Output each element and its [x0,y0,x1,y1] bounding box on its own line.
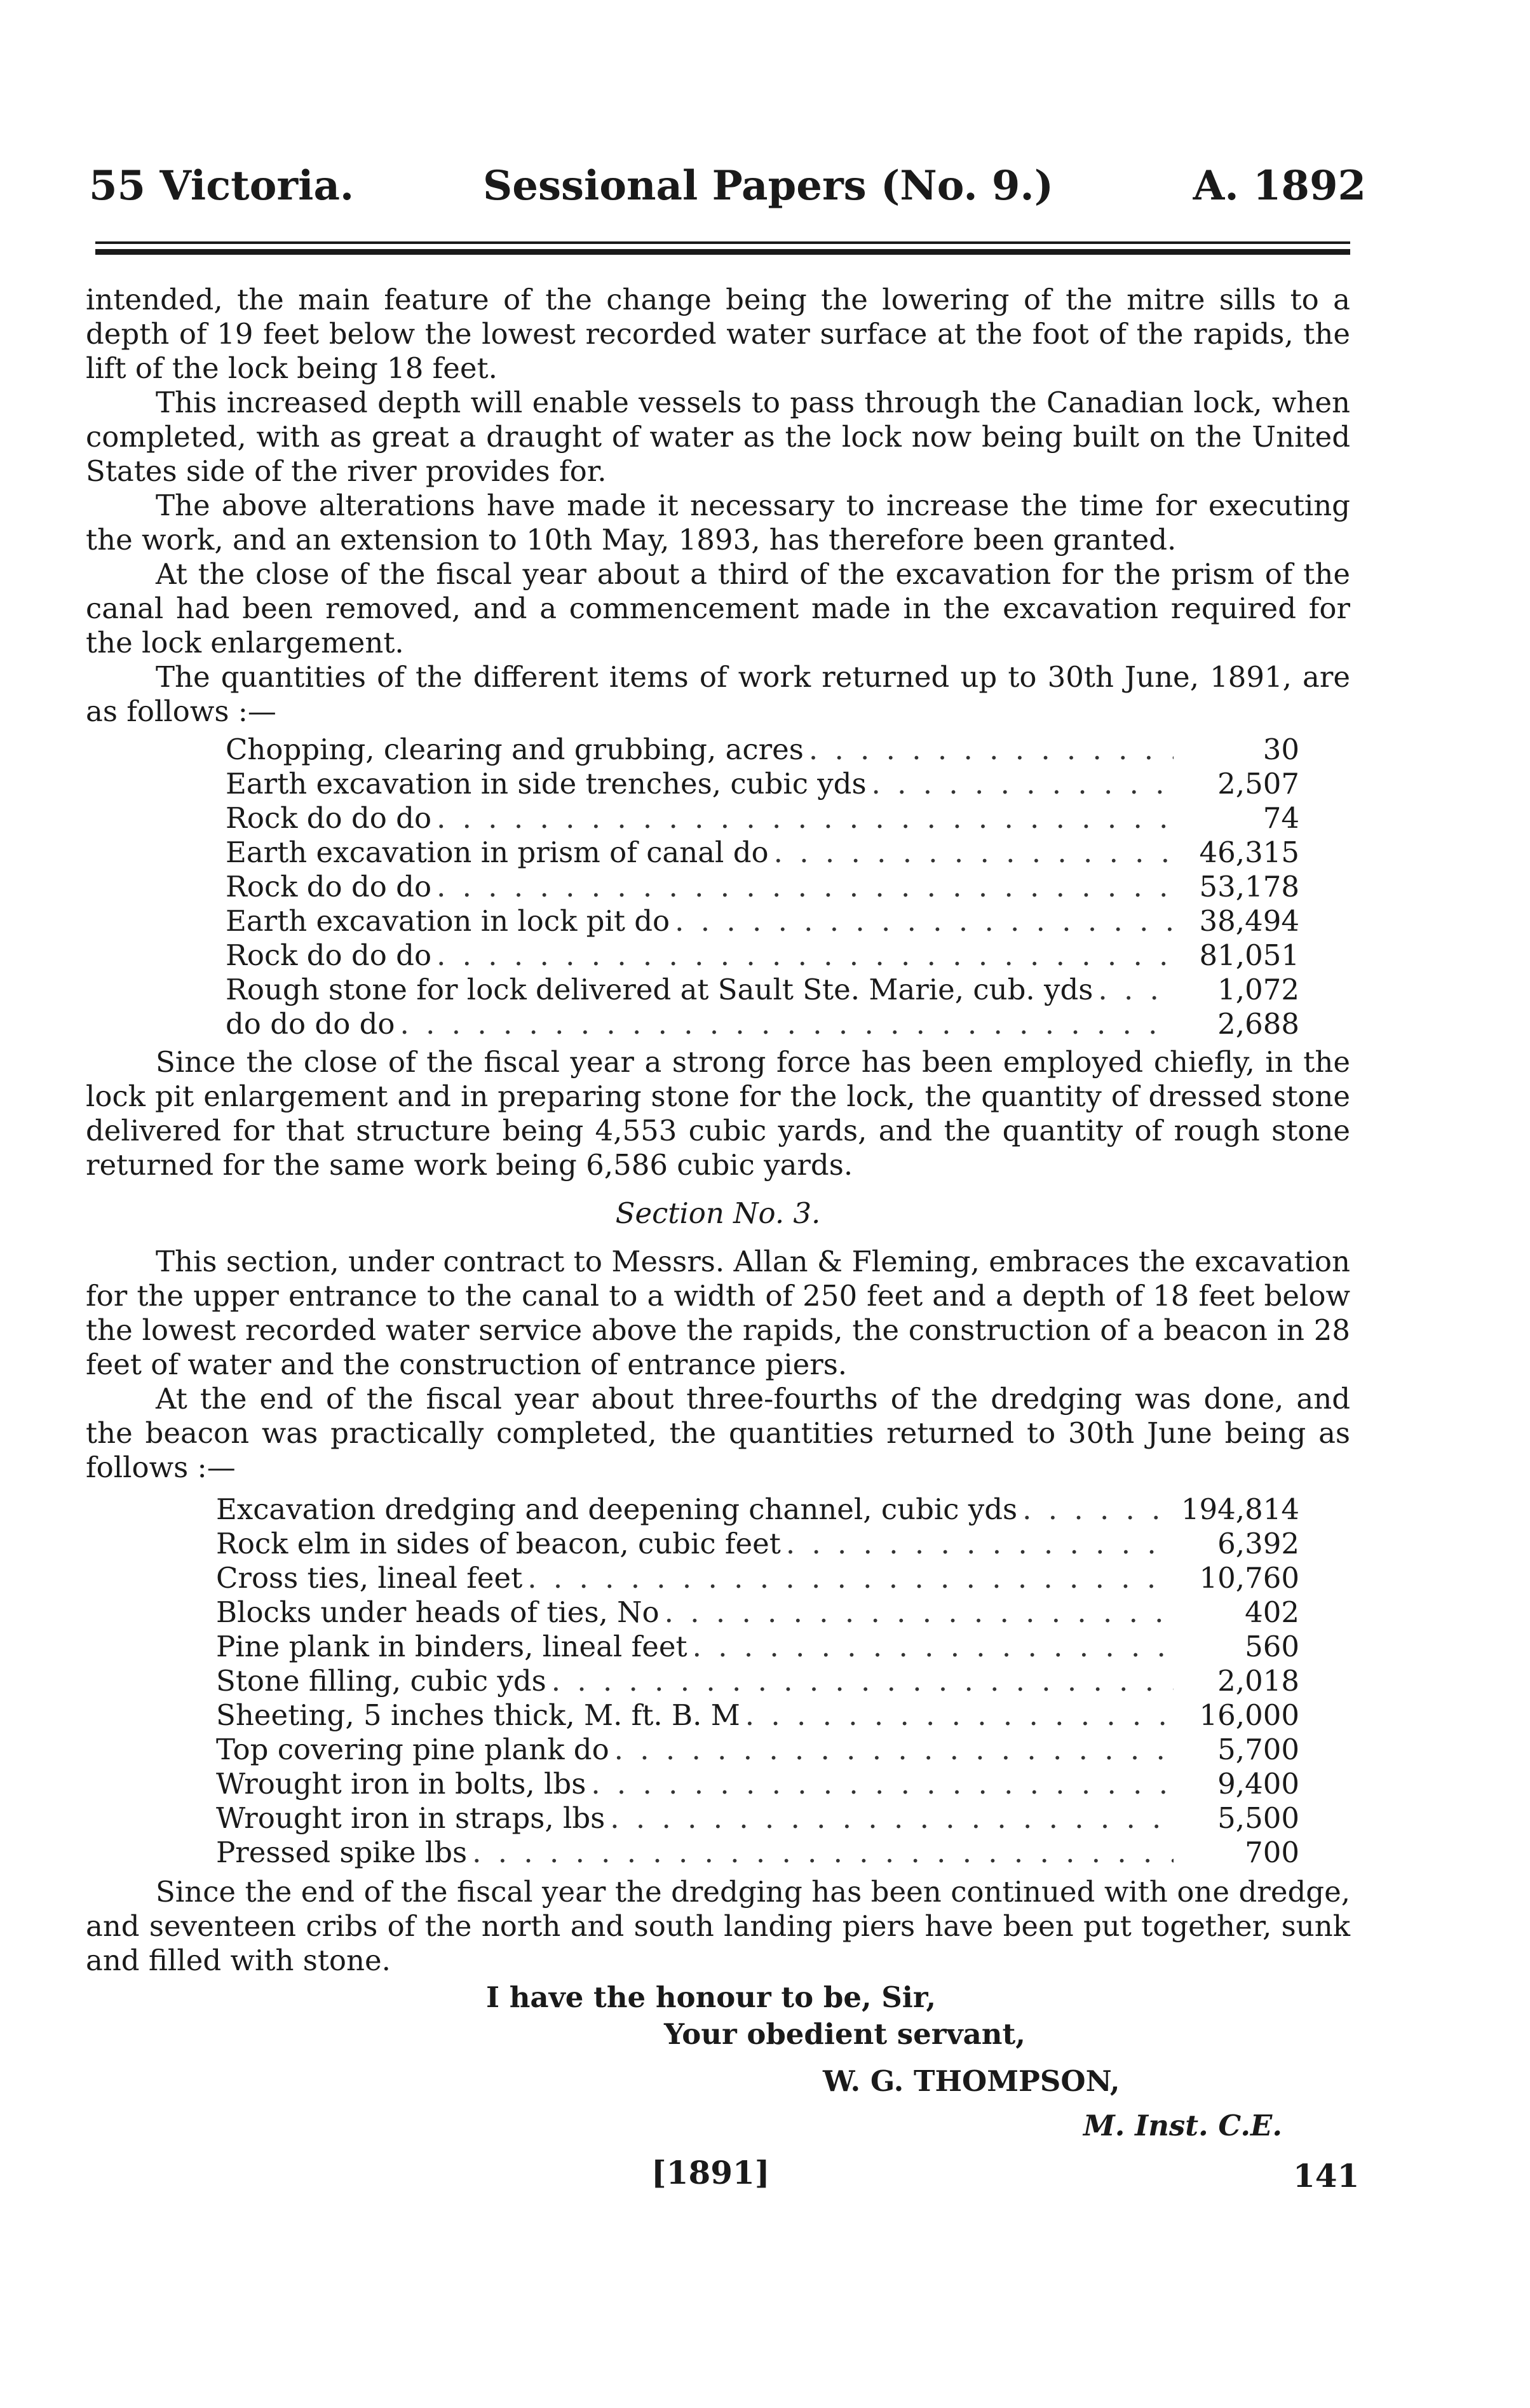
paragraph: The quantities of the different items of work returned up to 30th June, 1891, are as follows :— [86,660,1350,728]
paragraph: Since the close of the fiscal year a strong force has been employed chiefly, in the lock pit enlargement and in preparing stone for the lock, the quantity of dressed stone delivered for that structure being 4,553 cubic yards, and the quantity of rough stone returned for the same work being 6,586 cubic yards. [86,1045,1350,1182]
table-row [226,733,1299,767]
item-value: 74 [1263,801,1299,835]
item-value: 81,051 [1199,938,1299,972]
page-header [89,162,1366,219]
table-row [226,973,1299,1007]
item-label: Chopping, clearing and grubbing, acres [226,733,804,766]
closing-servant: Your obedient servant, [664,2017,1026,2051]
table-row [226,904,1299,938]
table-row [226,801,1299,835]
item-value: 6,392 [1217,1527,1299,1560]
item-value: 9,400 [1217,1767,1299,1801]
document-body [86,283,1350,2143]
item-value: 16,000 [1199,1698,1299,1732]
item-label: Blocks under heads of ties, No [216,1595,660,1629]
item-label: Earth excavation in side trenches, cubic yds [226,767,867,801]
table-row [216,1492,1299,1527]
item-value: 30 [1263,733,1299,766]
header-rule-thin [95,241,1350,244]
item-label: Wrought iron in bolts, lbs [216,1767,586,1801]
page-number: 141 [1293,2157,1360,2195]
signatory-title: M. Inst. C.E. [1083,2109,1283,2142]
table-row [226,835,1299,870]
item-value: 2,507 [1217,767,1299,801]
table-row [226,870,1299,904]
item-label: Sheeting, 5 inches thick, M. ft. B. M [216,1698,740,1732]
item-label: Earth excavation in lock pit do [226,904,670,938]
table-row [216,1767,1299,1801]
paragraph: The above alterations have made it necessary to increase the time for executing the work, and an extension to 10th May, 1893, has therefore been granted. [86,489,1350,557]
item-value: 10,760 [1199,1561,1299,1595]
paragraph: Since the end of the fiscal year the dredging has been continued with one dredge, and seventeen cribs of the north and south landing piers have been put together, sunk and filled with stone. [86,1875,1350,1977]
item-label: Rough stone for lock delivered at Sault Ste. Marie, cub. yds [226,973,1093,1006]
item-label: Rock do do do [226,870,432,903]
item-value: 2,018 [1217,1664,1299,1698]
item-value: 194,814 [1181,1492,1299,1526]
paragraph: At the end of the fiscal year about three-fourths of the dredging was done, and the beacon was practically completed, the quantities returned to 30th June being as follows :— [86,1382,1350,1484]
paragraph: At the close of the fiscal year about a third of the excavation for the prism of the canal had been removed, and a commencement made in the excavation required for the lock enlargement. [86,557,1350,659]
item-label: Wrought iron in straps, lbs [216,1801,606,1835]
table-row [216,1801,1299,1836]
table-row [216,1527,1299,1561]
item-value: 46,315 [1199,835,1299,869]
table-row [216,1664,1299,1698]
item-label: Pine plank in binders, lineal feet [216,1630,687,1663]
signatory-name: W. G. THOMPSON, [823,2064,1120,2098]
table-row [226,767,1299,801]
item-value: 2,688 [1217,1007,1299,1041]
item-value: 5,700 [1217,1733,1299,1766]
section-heading: Section No. 3. [615,1196,821,1230]
item-label: Rock do do do [226,938,432,972]
paragraph: intended, the main feature of the change being the lowering of the mitre sills to a depth of 19 feet below the lowest recorded water surface at the foot of the rapids, the lift of the lock being 18 feet. [86,283,1350,385]
quantities-table-section3 [216,1492,1299,1870]
item-value: 5,500 [1217,1801,1299,1835]
table-row [216,1561,1299,1595]
item-label: Stone filling, cubic yds [216,1664,546,1698]
table-row [216,1836,1299,1870]
footer-bracket-number: [1891] [651,2154,770,2191]
header-session: 55 Victoria. [89,162,355,210]
item-label: Rock do do do [226,801,432,835]
table-row [226,1007,1299,1041]
item-label: Top covering pine plank do [216,1733,609,1766]
item-value: 402 [1245,1595,1299,1629]
header-year: A. 1892 [1193,162,1366,210]
item-value: 38,494 [1199,904,1299,938]
table-row [226,938,1299,973]
item-value: 53,178 [1199,870,1299,903]
header-title: Sessional Papers (No. 9.) [483,162,1053,210]
paragraph: This section, under contract to Messrs. Allan & Fleming, embraces the excavation for the upper entrance to the canal to a width of 250 feet and a depth of 18 feet below the lowest recorded water service above the rapids, the construction of a beacon in 28 feet of water and the construction of entrance piers. [86,1245,1350,1381]
item-label: Cross ties, lineal feet [216,1561,523,1595]
item-label: do do do do [226,1007,395,1041]
item-label: Excavation dredging and deepening channel, cubic yds [216,1492,1018,1526]
table-row [216,1698,1299,1733]
table-row [216,1595,1299,1630]
item-value: 700 [1245,1836,1299,1869]
header-rule-thick [95,249,1350,255]
closing-salutation: I have the honour to be, Sir, [486,1980,936,2014]
item-label: Pressed spike lbs [216,1836,468,1869]
item-value: 560 [1245,1630,1299,1663]
item-label: Rock elm in sides of beacon, cubic feet [216,1527,781,1560]
table-row [216,1733,1299,1767]
item-value: 1,072 [1217,973,1299,1006]
item-label: Earth excavation in prism of canal do [226,835,769,869]
paragraph: This increased depth will enable vessels to pass through the Canadian lock, when completed, with as great a draught of water as the lock now being built on the United States side of the river provides for. [86,386,1350,488]
table-row [216,1630,1299,1664]
quantities-table-section2 [226,733,1299,1041]
